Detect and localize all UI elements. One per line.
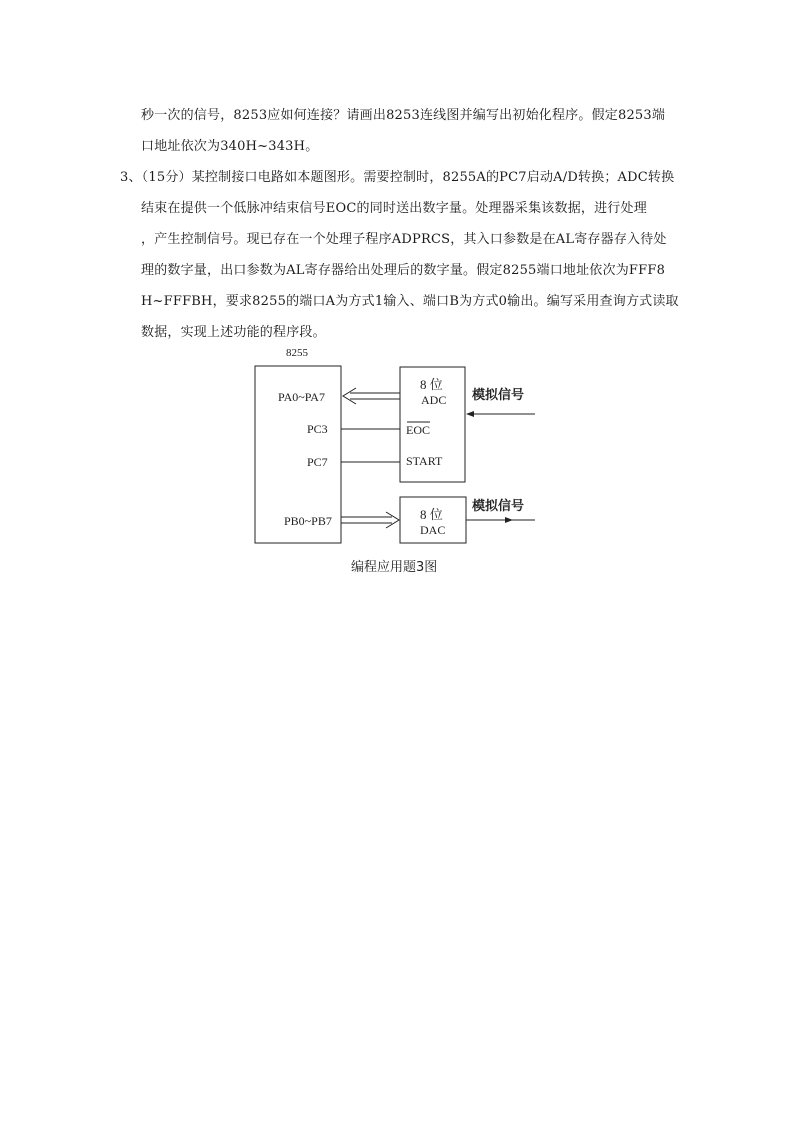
adc-bits-label: 8 位 <box>420 377 443 392</box>
port-pb-label: PB0~PB7 <box>284 514 332 528</box>
para3-line-6: 数据，实现上述功能的程序段。 <box>141 325 326 340</box>
para3-line-4: 理的数字量，出口参数为AL寄存器给出处理后的数字量。假定8255端口地址依次为FFF8 <box>141 263 666 278</box>
para3-line-5: H~FFFBH，要求8255的端口A为方式1输入、端口B为方式0输出。编写采用查询方式读取 <box>141 294 679 309</box>
pa-bus-arrow <box>343 388 400 404</box>
para3-line-2: 结束在提供一个低脉冲结束信号EOC的同时送出数字量。处理器采集该数据，进行处理 <box>141 201 647 216</box>
para2-line-1: 秒一次的信号，8253应如何连接？请画出8253连线图并编写出初始化程序。假定8253端 <box>141 108 666 123</box>
port-pc7-label: PC7 <box>307 455 328 469</box>
adc-eoc-label: EOC <box>406 423 430 437</box>
figure-caption: 编程应用题3图 <box>351 560 438 575</box>
pb-bus-arrow <box>341 512 399 528</box>
para3-line-3: ，产生控制信号。现已存在一个处理子程序ADPRCS，其入口参数是在AL寄存器存入待处 <box>141 232 667 247</box>
port-pa-label: PA0~PA7 <box>278 390 325 404</box>
para2-line-2: 口地址依次为340H~343H。 <box>141 139 319 154</box>
analog-in-label: 模拟信号 <box>472 388 525 403</box>
chip-8255-label: 8255 <box>286 347 308 359</box>
analog-out-label: 模拟信号 <box>472 499 525 514</box>
para3-line-1: 3、（15分）某控制接口电路如本题图形。需要控制时，8255A的PC7启动A/D转换；ADC转换 <box>120 170 675 185</box>
adc-start-label: START <box>406 454 443 468</box>
dac-bits-label: 8 位 <box>420 507 443 522</box>
dac-name-label: DAC <box>420 523 446 537</box>
adc-name-label: ADC <box>421 393 447 407</box>
port-pc3-label: PC3 <box>307 422 328 436</box>
